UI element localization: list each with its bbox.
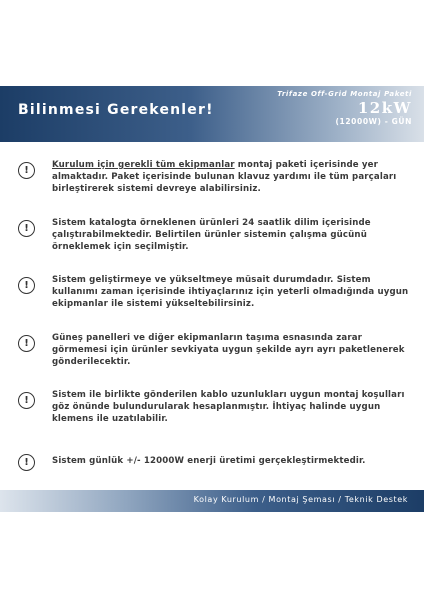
page-title: Bilinmesi Gerekenler!: [18, 102, 214, 118]
info-text-1-rest: montaj paketi içerisinde yer almaktadır. Paket içerisinde bulunan klavuz yardımı ile tüm parçaları birleştirerek sistemi devreye alabilirsiniz.: [52, 160, 397, 194]
footer-text: Kolay Kurulum / Montaj Şeması / Teknik Destek: [193, 495, 408, 504]
footer-banner: [0, 490, 424, 512]
exclamation-circle-icon: !: [18, 454, 35, 471]
info-text-2: Sistem katalogta örneklenen ürünleri 24 saatlik dilim içerisinde çalıştırabilmektedir. Belirtilen ürünler sistemin çalışma gücünü örneklemek için seçilmiştir.: [52, 218, 371, 252]
exclamation-circle-icon: !: [18, 220, 35, 237]
header-banner: [0, 86, 424, 142]
info-text-1: [52, 159, 412, 195]
exclamation-circle-icon: !: [18, 277, 35, 294]
info-text-4: Güneş panelleri ve diğer ekipmanların taşıma esnasında zarar görmemesi için ürünler sevkiyata uygun şekilde ayrı ayrı paketlenerek gönderilecektir.: [52, 333, 405, 367]
exclamation-circle-icon: !: [18, 162, 35, 179]
package-capacity: (12000W) - GÜN: [335, 117, 412, 126]
exclamation-circle-icon: !: [18, 335, 35, 352]
package-info: [242, 90, 412, 126]
info-text-1-underlined: Kurulum için gerekli tüm ekipmanlar: [52, 160, 235, 170]
exclamation-circle-icon: !: [18, 392, 35, 409]
info-text-6: Sistem günlük +/- 12000W enerji üretimi gerçekleştirmektedir.: [52, 456, 366, 466]
info-text-3: Sistem geliştirmeye ve yükseltmeye müsait durumdadır. Sistem kullanımı zaman içerisinde ihtiyaçlarınız için yeterli olmadığında uygun ekipmanlar ile sistemi yükseltebilirsiniz.: [52, 275, 409, 309]
package-subtitle: Trifaze Off-Grid Montaj Paketi: [277, 90, 412, 98]
info-text-5: Sistem ile birlikte gönderilen kablo uzunlukları uygun montaj koşulları göz önünde bulundurularak hesaplanmıştır. İhtiyaç halinde uygun klemens ile uzatılabilir.: [52, 390, 405, 424]
package-power: 12kW: [357, 99, 412, 117]
